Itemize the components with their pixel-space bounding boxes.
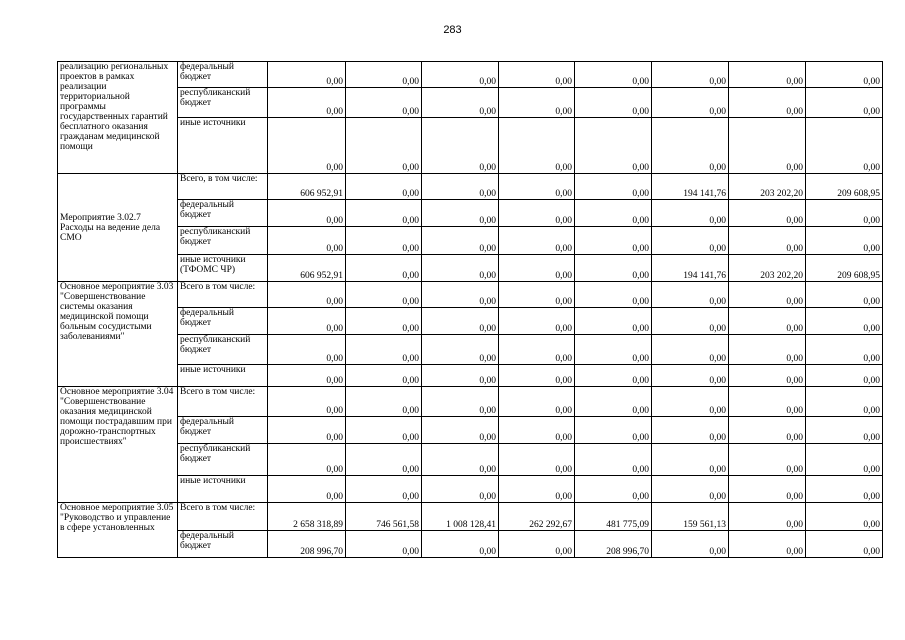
- funding-source: Всего в том числе:: [178, 503, 268, 531]
- amount-cell: 194 141,76: [652, 174, 729, 200]
- amount-cell: 0,00: [575, 387, 652, 417]
- amount-cell: 0,00: [729, 200, 806, 227]
- amount-cell: 0,00: [346, 255, 422, 282]
- amount-cell: 0,00: [729, 476, 806, 503]
- amount-cell: 0,00: [422, 227, 499, 255]
- funding-source: федеральный бюджет: [178, 200, 268, 227]
- table-row: [58, 417, 883, 444]
- amount-cell: 0,00: [729, 444, 806, 476]
- amount-cell: 0,00: [422, 417, 499, 444]
- amount-cell: 0,00: [729, 417, 806, 444]
- amount-cell: 0,00: [346, 335, 422, 365]
- amount-cell: 0,00: [346, 62, 422, 88]
- amount-cell: 0,00: [806, 282, 883, 308]
- amount-cell: 0,00: [806, 118, 883, 174]
- amount-cell: 0,00: [499, 62, 575, 88]
- table-row: [58, 282, 883, 308]
- funding-source: республиканский бюджет: [178, 88, 268, 118]
- amount-cell: 0,00: [729, 387, 806, 417]
- amount-cell: 0,00: [268, 387, 346, 417]
- amount-cell: 0,00: [806, 417, 883, 444]
- amount-cell: 0,00: [729, 118, 806, 174]
- amount-cell: 0,00: [575, 200, 652, 227]
- table-row: [58, 335, 883, 365]
- amount-cell: 0,00: [575, 417, 652, 444]
- amount-cell: 0,00: [499, 531, 575, 558]
- amount-cell: 0,00: [346, 227, 422, 255]
- amount-cell: 0,00: [729, 503, 806, 531]
- amount-cell: 0,00: [422, 444, 499, 476]
- table-row: [58, 174, 883, 200]
- funding-source: иные источники (ТФОМС ЧР): [178, 255, 268, 282]
- amount-cell: 262 292,67: [499, 503, 575, 531]
- amount-cell: 0,00: [729, 282, 806, 308]
- amount-cell: 0,00: [499, 227, 575, 255]
- amount-cell: 0,00: [575, 335, 652, 365]
- amount-cell: 0,00: [575, 118, 652, 174]
- amount-cell: 0,00: [499, 88, 575, 118]
- table-row: [58, 531, 883, 558]
- amount-cell: 0,00: [268, 365, 346, 387]
- funding-source: федеральный бюджет: [178, 308, 268, 335]
- amount-cell: 0,00: [575, 174, 652, 200]
- amount-cell: 0,00: [268, 444, 346, 476]
- table-row: [58, 227, 883, 255]
- amount-cell: 0,00: [652, 308, 729, 335]
- amount-cell: 746 561,58: [346, 503, 422, 531]
- amount-cell: 0,00: [652, 365, 729, 387]
- table-row: [58, 387, 883, 417]
- amount-cell: 0,00: [499, 255, 575, 282]
- funding-source: республиканский бюджет: [178, 444, 268, 476]
- amount-cell: 606 952,91: [268, 255, 346, 282]
- funding-source: иные источники: [178, 365, 268, 387]
- funding-source: Всего, в том числе:: [178, 174, 268, 200]
- amount-cell: 0,00: [575, 88, 652, 118]
- amount-cell: 0,00: [652, 118, 729, 174]
- measure-description: Основное мероприятие 3.05 "Руководство и управление в сфере установленных: [58, 503, 178, 558]
- amount-cell: 0,00: [346, 417, 422, 444]
- amount-cell: 0,00: [806, 365, 883, 387]
- amount-cell: 0,00: [652, 62, 729, 88]
- amount-cell: 0,00: [729, 308, 806, 335]
- measure-description: Основное мероприятие 3.04 "Совершенствование оказания медицинской помощи пострадавшим при дорожно-транспортных происшествиях": [58, 387, 178, 503]
- funding-source: федеральный бюджет: [178, 531, 268, 558]
- amount-cell: 0,00: [422, 174, 499, 200]
- funding-source: Всего в том числе:: [178, 387, 268, 417]
- amount-cell: 0,00: [806, 476, 883, 503]
- amount-cell: 0,00: [422, 200, 499, 227]
- amount-cell: 0,00: [729, 62, 806, 88]
- amount-cell: 0,00: [652, 387, 729, 417]
- amount-cell: 0,00: [499, 417, 575, 444]
- measure-description: Мероприятие 3.02.7 Расходы на ведение дела СМО: [58, 174, 178, 282]
- measure-description: реализацию региональных проектов в рамках реализации территориальной программы государственных гарантий бесплатного оказания гражданам медицинской помощи: [58, 62, 178, 174]
- amount-cell: 0,00: [346, 118, 422, 174]
- amount-cell: 0,00: [575, 282, 652, 308]
- amount-cell: 0,00: [268, 335, 346, 365]
- funding-source: федеральный бюджет: [178, 62, 268, 88]
- table-row: [58, 365, 883, 387]
- amount-cell: 0,00: [499, 174, 575, 200]
- amount-cell: 0,00: [268, 308, 346, 335]
- funding-source: Всего в том числе:: [178, 282, 268, 308]
- amount-cell: 194 141,76: [652, 255, 729, 282]
- table-row: [58, 503, 883, 531]
- amount-cell: 0,00: [499, 476, 575, 503]
- amount-cell: 209 608,95: [806, 174, 883, 200]
- table-row: [58, 476, 883, 503]
- amount-cell: 0,00: [346, 174, 422, 200]
- amount-cell: 0,00: [422, 531, 499, 558]
- amount-cell: 0,00: [806, 503, 883, 531]
- page-number: 283: [443, 24, 462, 36]
- amount-cell: 0,00: [575, 62, 652, 88]
- amount-cell: 0,00: [422, 387, 499, 417]
- amount-cell: 0,00: [652, 476, 729, 503]
- amount-cell: 0,00: [346, 444, 422, 476]
- amount-cell: 0,00: [499, 200, 575, 227]
- amount-cell: 2 658 318,89: [268, 503, 346, 531]
- funding-source: иные источники: [178, 476, 268, 503]
- amount-cell: 0,00: [422, 62, 499, 88]
- amount-cell: 0,00: [806, 444, 883, 476]
- amount-cell: 0,00: [806, 88, 883, 118]
- amount-cell: 0,00: [346, 476, 422, 503]
- amount-cell: 0,00: [268, 200, 346, 227]
- amount-cell: 0,00: [652, 444, 729, 476]
- amount-cell: 0,00: [729, 365, 806, 387]
- amount-cell: 0,00: [575, 365, 652, 387]
- amount-cell: 0,00: [652, 335, 729, 365]
- funding-source: федеральный бюджет: [178, 417, 268, 444]
- amount-cell: 0,00: [806, 308, 883, 335]
- amount-cell: 0,00: [575, 476, 652, 503]
- amount-cell: 1 008 128,41: [422, 503, 499, 531]
- amount-cell: 0,00: [268, 476, 346, 503]
- amount-cell: 0,00: [422, 476, 499, 503]
- amount-cell: 203 202,20: [729, 174, 806, 200]
- amount-cell: 0,00: [268, 417, 346, 444]
- amount-cell: 0,00: [268, 282, 346, 308]
- amount-cell: 0,00: [422, 88, 499, 118]
- amount-cell: 0,00: [652, 227, 729, 255]
- amount-cell: 0,00: [422, 365, 499, 387]
- amount-cell: 0,00: [806, 200, 883, 227]
- amount-cell: 0,00: [652, 282, 729, 308]
- measure-description: Основное мероприятие 3.03 "Совершенствование системы оказания медицинской помощи больным сосудистыми заболеваниями": [58, 282, 178, 387]
- amount-cell: 0,00: [575, 444, 652, 476]
- amount-cell: 0,00: [268, 118, 346, 174]
- amount-cell: 159 561,13: [652, 503, 729, 531]
- table-row: [58, 444, 883, 476]
- funding-source: республиканский бюджет: [178, 227, 268, 255]
- amount-cell: 0,00: [499, 308, 575, 335]
- funding-source: иные источники: [178, 118, 268, 174]
- amount-cell: 0,00: [268, 227, 346, 255]
- amount-cell: 0,00: [806, 531, 883, 558]
- amount-cell: 0,00: [652, 88, 729, 118]
- amount-cell: 0,00: [806, 62, 883, 88]
- amount-cell: 0,00: [346, 531, 422, 558]
- table-row: [58, 62, 883, 88]
- amount-cell: 0,00: [268, 88, 346, 118]
- amount-cell: 0,00: [652, 531, 729, 558]
- table-row: [58, 308, 883, 335]
- amount-cell: 0,00: [729, 531, 806, 558]
- amount-cell: 0,00: [422, 308, 499, 335]
- amount-cell: 208 996,70: [268, 531, 346, 558]
- amount-cell: 0,00: [346, 88, 422, 118]
- amount-cell: 606 952,91: [268, 174, 346, 200]
- amount-cell: 0,00: [346, 387, 422, 417]
- funding-source: республиканский бюджет: [178, 335, 268, 365]
- amount-cell: 0,00: [729, 227, 806, 255]
- amount-cell: 0,00: [729, 88, 806, 118]
- amount-cell: 0,00: [499, 118, 575, 174]
- amount-cell: 0,00: [499, 387, 575, 417]
- table-row: [58, 255, 883, 282]
- amount-cell: 0,00: [346, 282, 422, 308]
- amount-cell: 0,00: [729, 335, 806, 365]
- amount-cell: 0,00: [268, 62, 346, 88]
- amount-cell: 481 775,09: [575, 503, 652, 531]
- amount-cell: 0,00: [652, 417, 729, 444]
- amount-cell: 203 202,20: [729, 255, 806, 282]
- amount-cell: 0,00: [499, 365, 575, 387]
- amount-cell: 0,00: [422, 282, 499, 308]
- amount-cell: 0,00: [499, 444, 575, 476]
- amount-cell: 0,00: [575, 227, 652, 255]
- amount-cell: 0,00: [575, 308, 652, 335]
- amount-cell: 0,00: [422, 255, 499, 282]
- amount-cell: 0,00: [806, 387, 883, 417]
- amount-cell: 0,00: [499, 282, 575, 308]
- amount-cell: 0,00: [499, 335, 575, 365]
- amount-cell: 0,00: [346, 365, 422, 387]
- amount-cell: 0,00: [346, 308, 422, 335]
- amount-cell: 0,00: [422, 335, 499, 365]
- amount-cell: 0,00: [652, 200, 729, 227]
- amount-cell: 0,00: [806, 227, 883, 255]
- amount-cell: 0,00: [575, 255, 652, 282]
- amount-cell: 0,00: [806, 335, 883, 365]
- amount-cell: 0,00: [346, 200, 422, 227]
- amount-cell: 0,00: [422, 118, 499, 174]
- budget-table: [57, 61, 883, 558]
- table-row: [58, 118, 883, 174]
- table-row: [58, 200, 883, 227]
- amount-cell: 209 608,95: [806, 255, 883, 282]
- amount-cell: 208 996,70: [575, 531, 652, 558]
- table-row: [58, 88, 883, 118]
